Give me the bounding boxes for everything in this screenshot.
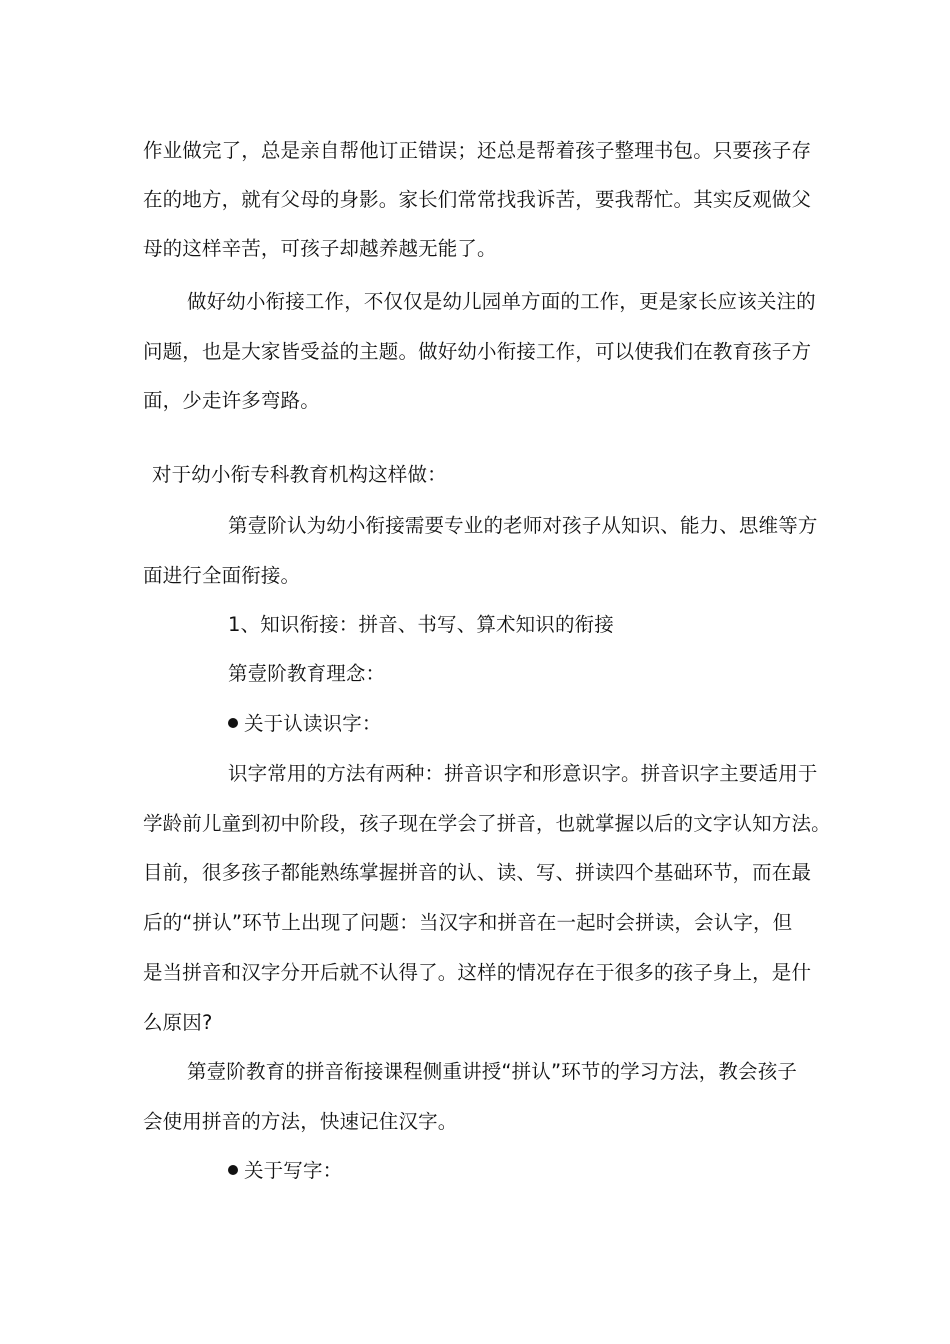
paragraph-4-line-5: 是当拼音和汉字分开后就不认得了。这样的情况存在于很多的孩子身上，是什 (143, 961, 812, 984)
paragraph-2-line-1: 做好幼小衔接工作，不仅仅是幼儿园单方面的工作，更是家长应该关注的 (187, 290, 816, 313)
paragraph-3-line-1: 第壹阶认为幼小衔接需要专业的老师对孩子从知识、能力、思维等方 (228, 514, 818, 537)
paragraph-2-line-3: 面，少走许多弯路。 (143, 389, 320, 412)
paragraph-4-line-4: 后的“拼认”环节上出现了问题：当汉字和拼音在一起时会拼读，会认字，但 (143, 911, 793, 934)
bullet-item-writing (228, 1158, 342, 1184)
concept-heading: 第壹阶教育理念： (228, 662, 386, 685)
paragraph-4-line-2: 学龄前儿童到初中阶段，孩子现在学会了拼音，也就掌握以后的文字认知方法。 (143, 812, 831, 835)
paragraph-3-line-2: 面进行全面衔接。 (143, 564, 301, 587)
section-heading: 对于幼小衔专科教育机构这样做： (152, 463, 447, 486)
bullet-item-reading-label: 关于认读识字： (244, 712, 382, 735)
paragraph-4-line-1: 识字常用的方法有两种：拼音识字和形意识字。拼音识字主要适用于 (228, 762, 818, 785)
paragraph-4-line-6: 么原因? (143, 1011, 213, 1034)
knowledge-item: 1、知识衔接：拼音、书写、算术知识的衔接 (228, 613, 614, 636)
bullet-item-writing-label: 关于写字： (244, 1159, 343, 1182)
paragraph-1-line-1: 作业做完了，总是亲自帮他订正错误；还总是帮着孩子整理书包。只要孩子存 (143, 139, 812, 162)
paragraph-4-line-3: 目前，很多孩子都能熟练掌握拼音的认、读、写、拼读四个基础环节，而在最 (143, 861, 812, 884)
paragraph-1-line-2: 在的地方，就有父母的身影。家长们常常找我诉苦，要我帮忙。其实反观做父 (143, 188, 812, 211)
bullet-item-reading (228, 711, 382, 737)
paragraph-1-line-3: 母的这样辛苦，可孩子却越养越无能了。 (143, 237, 497, 260)
bullet-icon (228, 718, 238, 728)
paragraph-5-line-1: 第壹阶教育的拼音衔接课程侧重讲授“拼认”环节的学习方法，教会孩子 (187, 1060, 798, 1083)
paragraph-5-line-2: 会使用拼音的方法，快速记住汉字。 (143, 1110, 458, 1133)
paragraph-2-line-2: 问题，也是大家皆受益的主题。做好幼小衔接工作，可以使我们在教育孩子方 (143, 340, 812, 363)
bullet-icon (228, 1165, 238, 1175)
